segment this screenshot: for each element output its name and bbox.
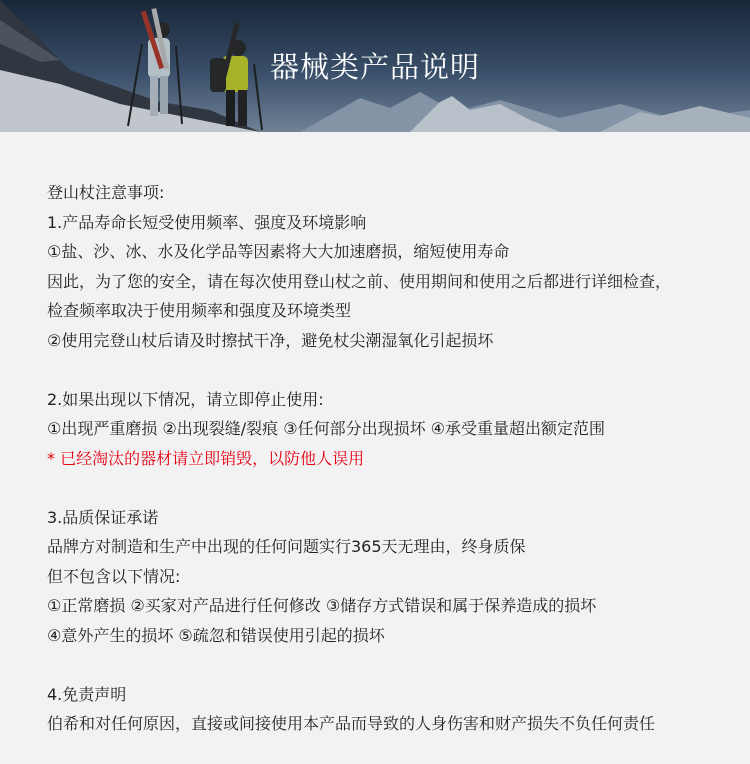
section-line: ④意外产生的损坏 ⑤疏忽和错误使用引起的损坏 bbox=[47, 625, 385, 645]
header-banner bbox=[0, 0, 750, 132]
warning-note: * 已经淘汰的器材请立即销毁，以防他人误用 bbox=[47, 448, 365, 468]
section-line: ①盐、沙、冰、水及化学品等因素将大大加速磨损，缩短使用寿命 bbox=[47, 242, 510, 261]
section-heading: 2.如果出现以下情况，请立即停止使用: bbox=[47, 389, 324, 409]
section-spacer bbox=[47, 355, 737, 385]
section-line: ①正常磨损 ②买家对产品进行任何修改 ③储存方式错误和属于保养造成的损坏 bbox=[47, 596, 597, 615]
section-spacer bbox=[47, 650, 737, 680]
section-line: 检查频率取决于使用频率和强度及环境类型 bbox=[47, 301, 352, 320]
section-line: ②使用完登山杖后请及时擦拭干净，避免杖尖潮湿氧化引起损坏 bbox=[47, 330, 494, 350]
section-heading: 4.免责声明 bbox=[47, 684, 127, 704]
section-heading: 登山杖注意事项: bbox=[47, 183, 165, 202]
section-line: 1.产品寿命长短受使用频率、强度及环境影响 bbox=[47, 212, 367, 232]
page-title: 器械类产品说明 bbox=[269, 50, 480, 84]
section-line: 伯希和对任何原因，直接或间接使用本产品而导致的人身伤害和财产损失不负任何责任 bbox=[47, 714, 656, 733]
section-line: 但不包含以下情况: bbox=[47, 566, 181, 586]
section-heading: 3.品质保证承诺 bbox=[47, 507, 159, 527]
section-line: 因此，为了您的安全，请在每次使用登山杖之前、使用期间和使用之后都进行详细检查， bbox=[47, 271, 672, 291]
instructions-body bbox=[47, 178, 737, 739]
section-line: ①出现严重磨损 ②出现裂缝/裂痕 ③任何部分出现损坏 ④承受重量超出额定范围 bbox=[47, 419, 606, 438]
section-spacer bbox=[47, 473, 737, 503]
section-line: 品牌方对制造和生产中出现的任何问题实行365天无理由，终身质保 bbox=[47, 537, 526, 556]
